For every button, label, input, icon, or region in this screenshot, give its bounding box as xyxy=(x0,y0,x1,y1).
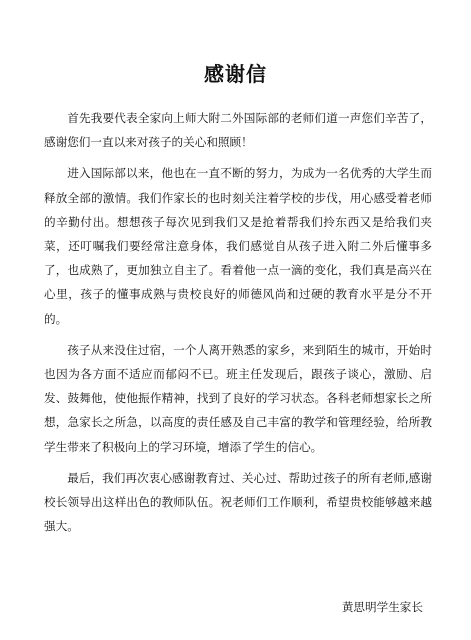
letter-title: 感谢信 xyxy=(204,62,267,86)
paragraph-progress: 进入国际部以来，他也在一直不断的努力，为成为一名优秀的大学生而释放全部的激情。我们作家长的也时刻关注着学校的步伐，用心感受着老师的辛勤付出。想想孩子每次见到我们又是抢着帮我们拎东西又是给我们夹菜，还叮嘱我们要经常注意身体，我们感觉自从孩子进入附二外后懂事多了，也成熟了，更加独立自主了。看着他一点一滴的变化，我们真是高兴在心里，孩子的懂事成熟与贵校良好的师德风尚和过硬的教育水平是分不开的。 xyxy=(44,166,432,326)
signature: 黄思明学生家长 xyxy=(341,600,423,614)
paragraph-closing: 最后，我们再次衷心感谢教育过、关心过、帮助过孩子的所有老师,感谢校长领导出这样出色的教师队伍。祝老师们工作顺利，希望贵校能够越来越强大。 xyxy=(44,470,432,534)
letter-body xyxy=(44,106,432,545)
paragraph-greeting: 首先我要代表全家向上师大附二外国际部的老师们道一声您们辛苦了， 感谢您们一直以来对孩子的关心和照顾！ xyxy=(44,111,432,150)
paragraph-adaptation: 孩子从来没住过宿，一个人离开熟悉的家乡，来到陌生的城市，开始时也因为各方面不适应而郁闷不已。班主任发现后，跟孩子谈心，激励、启发、鼓舞他，使他振作精神，找到了良好的学习状态。各科老师想家长之所想，急家长之所急，以高度的责任感及自己丰富的教学和管理经验，给所教学生带来了积极向上的学习环境，增添了学生的信心。 xyxy=(44,342,432,454)
